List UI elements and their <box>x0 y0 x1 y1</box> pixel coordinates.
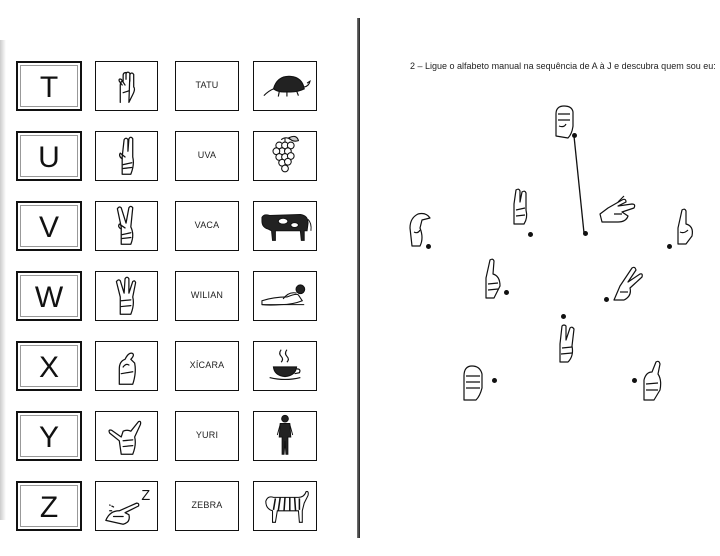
word-vaca: VACA <box>194 220 220 230</box>
hand-sign-card <box>95 341 158 391</box>
connection-dot[interactable] <box>572 133 577 138</box>
letter-z: Z <box>39 491 59 524</box>
picture-card <box>253 481 317 531</box>
hand-sign-z-icon <box>96 482 157 530</box>
manual-alphabet-hand-8[interactable] <box>552 322 582 364</box>
word-card <box>175 271 239 321</box>
left-page <box>0 0 356 556</box>
row-z <box>0 481 356 533</box>
connection-dot[interactable] <box>667 244 672 249</box>
hand-sign-card <box>95 481 158 531</box>
book-fold <box>357 18 360 538</box>
manual-alphabet-hand-10[interactable] <box>638 360 668 402</box>
connection-dot[interactable] <box>492 378 497 383</box>
grapes-icon <box>254 132 316 180</box>
hand-sign-icon <box>506 186 536 228</box>
row-w <box>0 271 356 323</box>
cup-icon <box>254 342 316 390</box>
hand-sign-y-icon <box>96 412 157 460</box>
picture-card <box>253 131 317 181</box>
letter-w: W <box>34 281 64 314</box>
connecting-line <box>362 0 720 556</box>
connection-dot[interactable] <box>632 378 637 383</box>
hand-sign-icon <box>598 192 640 226</box>
hand-sign-v-icon <box>96 202 157 250</box>
letter-card <box>16 131 82 181</box>
word-xicara: XÍCARA <box>189 360 225 370</box>
hand-sign-card <box>95 411 158 461</box>
connection-dot[interactable] <box>583 231 588 236</box>
row-u <box>0 131 356 183</box>
manual-alphabet-hand-5[interactable] <box>670 206 700 248</box>
manual-alphabet-hand-9[interactable] <box>458 360 488 402</box>
picture-card <box>253 341 317 391</box>
word-yuri: YURI <box>195 430 219 440</box>
sign-z-label: Z <box>141 488 151 505</box>
hand-sign-x-icon <box>96 342 157 390</box>
word-zebra: ZEBRA <box>191 500 223 510</box>
picture-card <box>253 61 317 111</box>
letter-card <box>16 61 82 111</box>
letter-v: V <box>38 211 59 244</box>
picture-card <box>253 201 317 251</box>
hand-sign-card <box>95 131 158 181</box>
hand-sign-icon <box>610 264 646 304</box>
hand-sign-icon <box>458 360 488 402</box>
right-page <box>362 0 720 556</box>
hand-sign-icon <box>406 208 436 250</box>
hand-sign-card <box>95 201 158 251</box>
armadillo-icon <box>254 62 316 110</box>
hand-sign-card <box>95 271 158 321</box>
exercise-instruction: 2 – Ligue o alfabeto manual na sequência de A à J e descubra quem sou eu: <box>410 61 716 71</box>
row-x <box>0 341 356 393</box>
connection-dot[interactable] <box>604 297 609 302</box>
picture-card <box>253 411 317 461</box>
row-t <box>0 61 356 113</box>
row-v <box>0 201 356 253</box>
connection-dot[interactable] <box>504 290 509 295</box>
hand-sign-w-icon <box>96 272 157 320</box>
letter-card <box>16 201 82 251</box>
letter-x: X <box>38 351 59 384</box>
letter-card <box>16 481 82 531</box>
boy-icon <box>254 412 316 460</box>
word-card <box>175 481 239 531</box>
reclining-man-icon <box>254 272 316 320</box>
word-card <box>175 411 239 461</box>
connection-dot[interactable] <box>561 314 566 319</box>
hand-sign-icon <box>552 322 582 364</box>
manual-alphabet-hand-4[interactable] <box>598 192 640 226</box>
manual-alphabet-hand-3[interactable] <box>406 208 436 250</box>
hand-sign-u-icon <box>96 132 157 180</box>
connection-dot[interactable] <box>528 232 533 237</box>
connection-dot[interactable] <box>426 244 431 249</box>
zebra-icon <box>254 482 316 530</box>
letter-card <box>16 411 82 461</box>
hand-sign-icon <box>638 360 668 402</box>
hand-sign-icon <box>670 206 700 248</box>
word-card <box>175 341 239 391</box>
word-wilian: WILIAN <box>190 290 224 300</box>
manual-alphabet-hand-2[interactable] <box>506 186 536 228</box>
word-card <box>175 201 239 251</box>
letter-u: U <box>38 141 60 174</box>
letter-y: Y <box>38 421 59 454</box>
letter-t: T <box>39 71 59 104</box>
word-tatu: TATU <box>195 80 219 90</box>
word-uva: UVA <box>197 150 217 160</box>
row-y <box>0 411 356 463</box>
picture-card <box>253 271 317 321</box>
hand-sign-card <box>95 61 158 111</box>
cow-icon <box>254 202 316 250</box>
letter-card <box>16 341 82 391</box>
letter-card <box>16 271 82 321</box>
word-card <box>175 131 239 181</box>
word-card <box>175 61 239 111</box>
hand-sign-t-icon <box>96 62 157 110</box>
manual-alphabet-hand-7[interactable] <box>610 264 646 304</box>
